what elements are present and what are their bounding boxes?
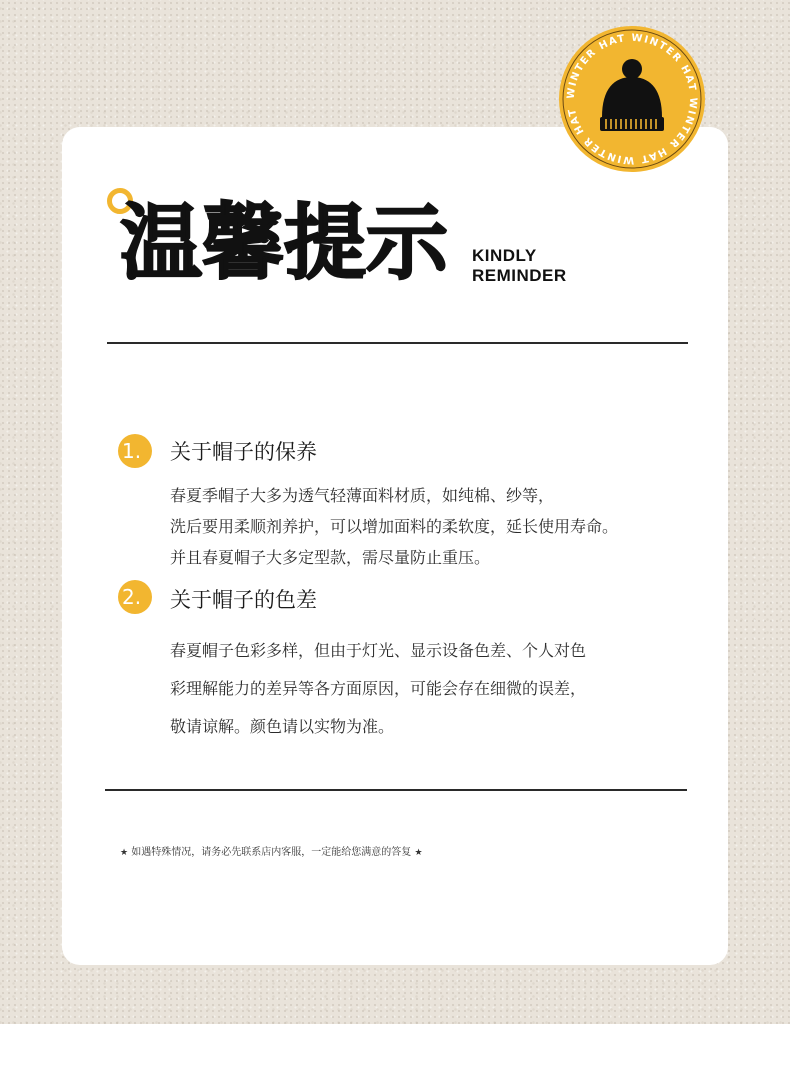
subtitle-line-2: REMINDER [472,266,567,285]
section-2-line: 春夏帽子色彩多样，但由于灯光、显示设备色差、个人对色 [170,641,587,660]
star-icon: ★ [120,848,129,858]
section-1-body [170,480,618,573]
section-2-line: 彩理解能力的差异等各方面原因，可能会存在细微的误差， [170,679,587,698]
footer-note [120,846,423,860]
winter-hat-badge [558,25,706,173]
star-icon: ★ [414,848,423,858]
badge-ring-text: WINTER HAT WINTER HAT WINTER HAT WINTER HAT [565,32,699,166]
subtitle-line-1: KINDLY [472,246,537,265]
section-1-line: 洗后要用柔顺剂养护，可以增加面料的柔软度，延长使用寿命。 [170,517,619,536]
section-1-number-badge: 1. [118,434,152,468]
section-1-title: 关于帽子的保养 [170,440,317,464]
top-divider [107,342,688,344]
section-1-line: 并且春夏帽子大多定型款，需尽量防止重压。 [170,548,491,567]
section-2-title: 关于帽子的色差 [170,588,317,612]
bottom-divider [105,789,687,791]
section-1-line: 春夏季帽子大多为透气轻薄面料材质，如纯棉、纱等， [170,486,555,505]
section-2-number-badge: 2. [118,580,152,614]
section-2-line: 敬请谅解。颜色请以实物为准。 [170,717,395,736]
page-title: 温馨提示 [120,196,449,291]
page-subtitle [472,246,567,286]
footer-note-text: 如遇特殊情况，请务必先联系店内客服，一定能给您满意的答复 [131,847,412,858]
section-2-body [170,632,586,746]
